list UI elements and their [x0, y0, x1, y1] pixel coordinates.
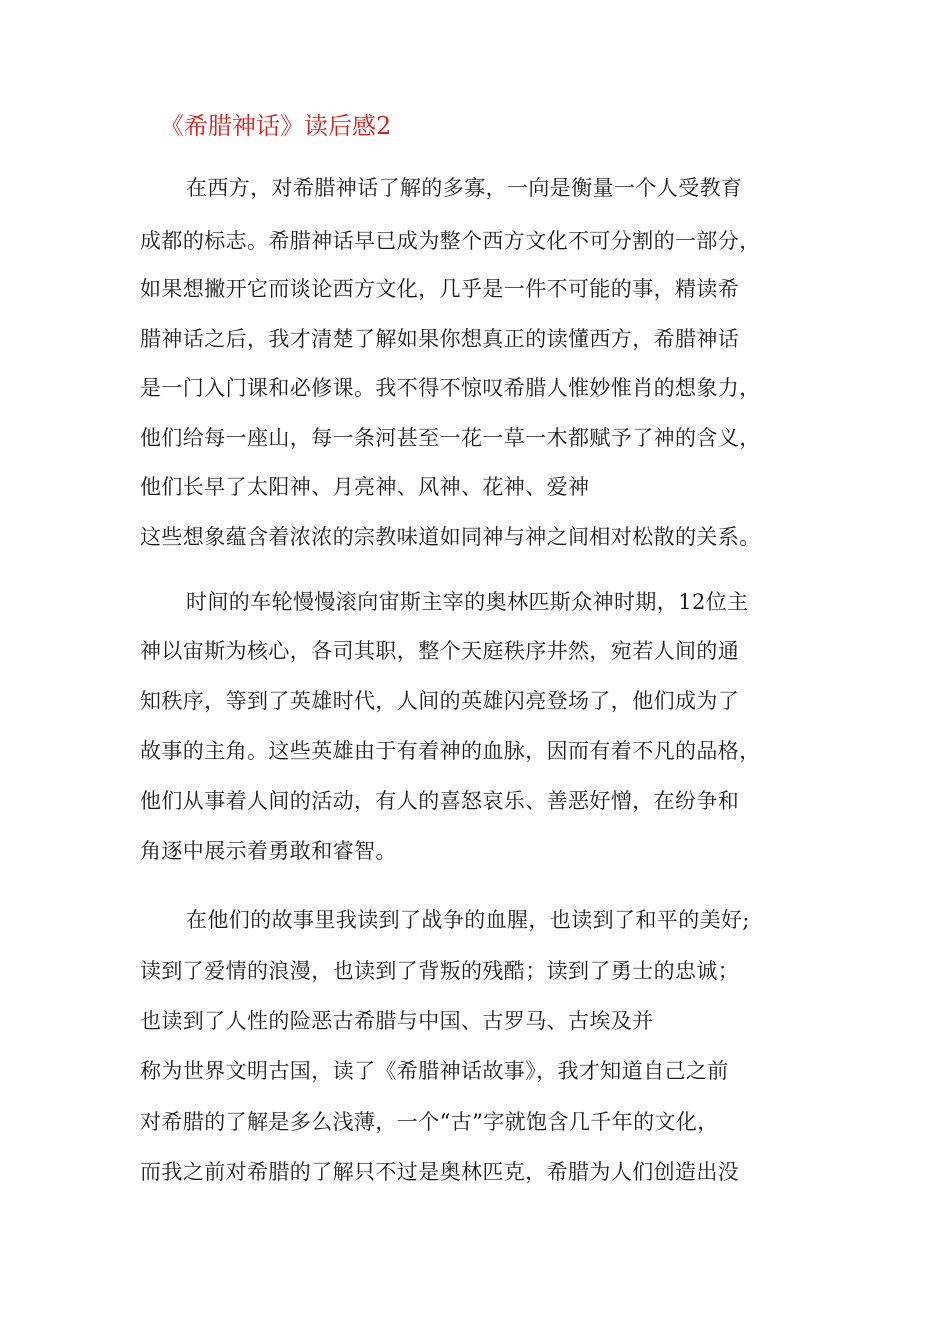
paragraph-line: 在他们的故事里我读到了战争的血腥，也读到了和平的美好; [186, 908, 750, 932]
paragraph-line: 在西方，对希腊神话了解的多寡，一向是衡量一个人受教育 [186, 176, 743, 200]
paragraph-line: 角逐中展示着勇敢和睿智。 [140, 839, 397, 863]
paragraph-line: 时间的车轮慢慢滚向宙斯主宰的奥林匹斯众神时期，12位主 [186, 590, 749, 614]
paragraph-line: 他们从事着人间的活动，有人的喜怒哀乐、善恶好憎，在纷争和 [140, 789, 740, 813]
paragraph-line: 他们长早了太阳神、月亮神、风神、花神、爱神 [140, 475, 590, 499]
paragraph-line: 称为世界文明古国，读了《希腊神话故事》，我才知道自己之前 [140, 1059, 729, 1083]
paragraph-line: 故事的主角。这些英雄由于有着神的血脉，因而有着不凡的品格， [140, 739, 761, 763]
paragraph-line: 成都的标志。希腊神话早已成为整个西方文化不可分割的一部分， [140, 229, 761, 253]
paragraph-line: 对希腊的了解是多么浅薄，一个“古”字就饱含几千年的文化， [140, 1110, 719, 1134]
paragraph-line: 腊神话之后，我才清楚了解如果你想真正的读懂西方，希腊神话 [140, 327, 740, 351]
paragraph-line: 如果想撇开它而谈论西方文化，几乎是一件不可能的事，精读希 [140, 277, 740, 301]
paragraph-line: 他们给每一座山，每一条河甚至一花一草一木都赋予了神的含义， [140, 426, 761, 450]
paragraph-line: 读到了爱情的浪漫，也读到了背叛的残酷；读到了勇士的忠诚； [140, 959, 740, 983]
paragraph-line: 是一门入门课和必修课。我不得不惊叹希腊人惟妙惟肖的想象力， [140, 376, 761, 400]
paragraph-line: 也读到了人性的险恶古希腊与中国、古罗马、古埃及并 [140, 1009, 654, 1033]
paragraph-line: 这些想象蕴含着浓浓的宗教味道如同神与神之间相对松散的关系。 [140, 525, 761, 549]
document-title: 《希腊神话》读后感2 [160, 112, 392, 140]
paragraph-line: 神以宙斯为核心，各司其职，整个天庭秩序井然，宛若人间的通 [140, 639, 740, 663]
paragraph-line: 知秩序，等到了英雄时代，人间的英雄闪亮登场了，他们成为了 [140, 689, 740, 713]
paragraph-line: 而我之前对希腊的了解只不过是奥林匹克，希腊为人们创造出没 [140, 1160, 740, 1184]
